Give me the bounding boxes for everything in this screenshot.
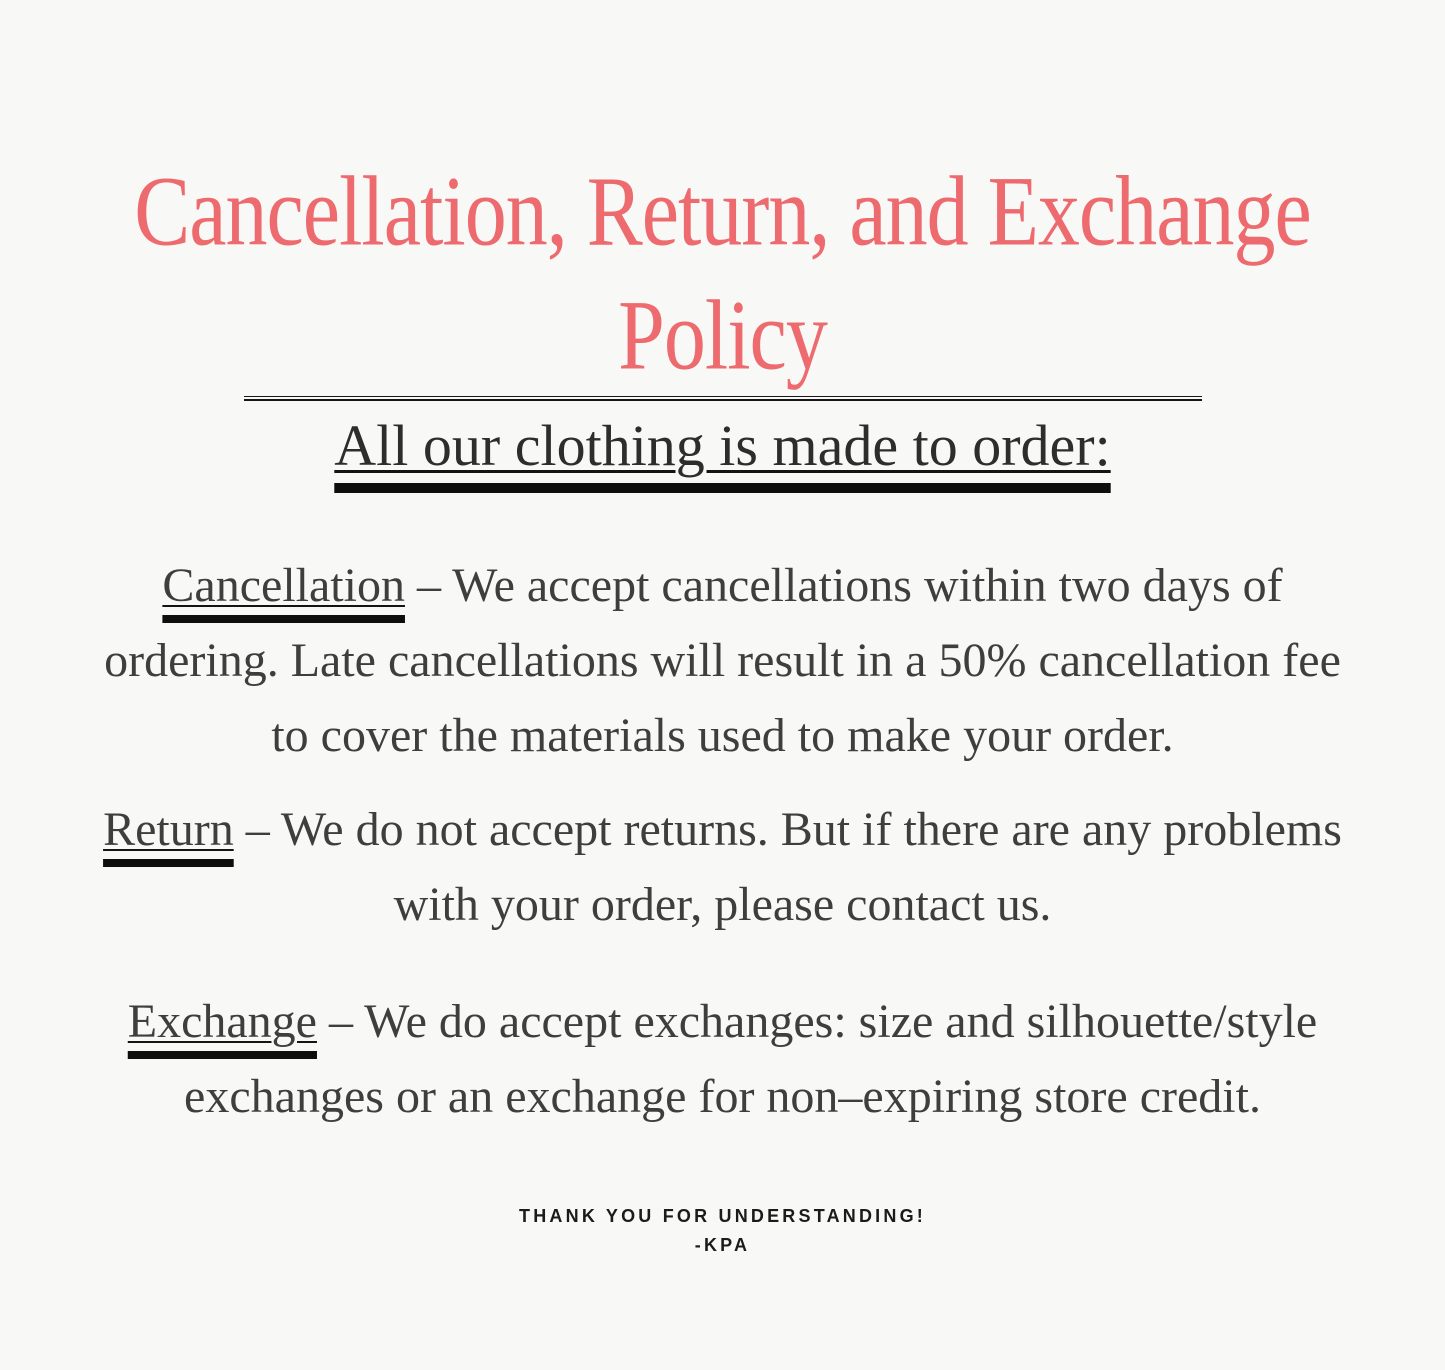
return-term: Return — [103, 803, 234, 856]
cancellation-text: – We accept cancellations within two days of — [404, 559, 1283, 612]
cancellation-policy-section — [40, 548, 1405, 773]
return-policy-line: with your order, please contact us. — [393, 878, 1052, 931]
made-to-order-heading-text: All our clothing is made to order: — [334, 413, 1111, 478]
cancellation-policy-line: ordering. Late cancellations will result in a 50% cancellation fee — [104, 634, 1341, 687]
exchange-policy-section — [40, 984, 1405, 1134]
page-title-line-2: Policy — [618, 280, 827, 391]
footer-thanks: THANK YOU FOR UNDERSTANDING! — [519, 1206, 926, 1226]
exchange-policy-line — [40, 984, 1405, 1059]
cancellation-term: Cancellation — [162, 559, 405, 612]
made-to-order-heading — [0, 410, 1445, 482]
footer — [0, 1202, 1445, 1260]
return-policy-line — [40, 792, 1405, 867]
page-title — [0, 150, 1445, 398]
cancellation-policy-line — [40, 548, 1405, 623]
exchange-term: Exchange — [127, 995, 317, 1048]
title-divider — [244, 396, 1202, 401]
exchange-text: – We do accept exchanges: size and silhouette/style — [316, 995, 1318, 1048]
cancellation-policy-line: to cover the materials used to make your order. — [271, 709, 1174, 762]
return-policy-section — [40, 792, 1405, 942]
return-text: – We do not accept returns. But if there are any problems — [233, 803, 1342, 856]
page-title-line-1: Cancellation, Return, and Exchange — [134, 157, 1311, 267]
footer-signature: -KPA — [694, 1235, 751, 1255]
exchange-policy-line: exchanges or an exchange for non–expiring store credit. — [184, 1070, 1261, 1123]
